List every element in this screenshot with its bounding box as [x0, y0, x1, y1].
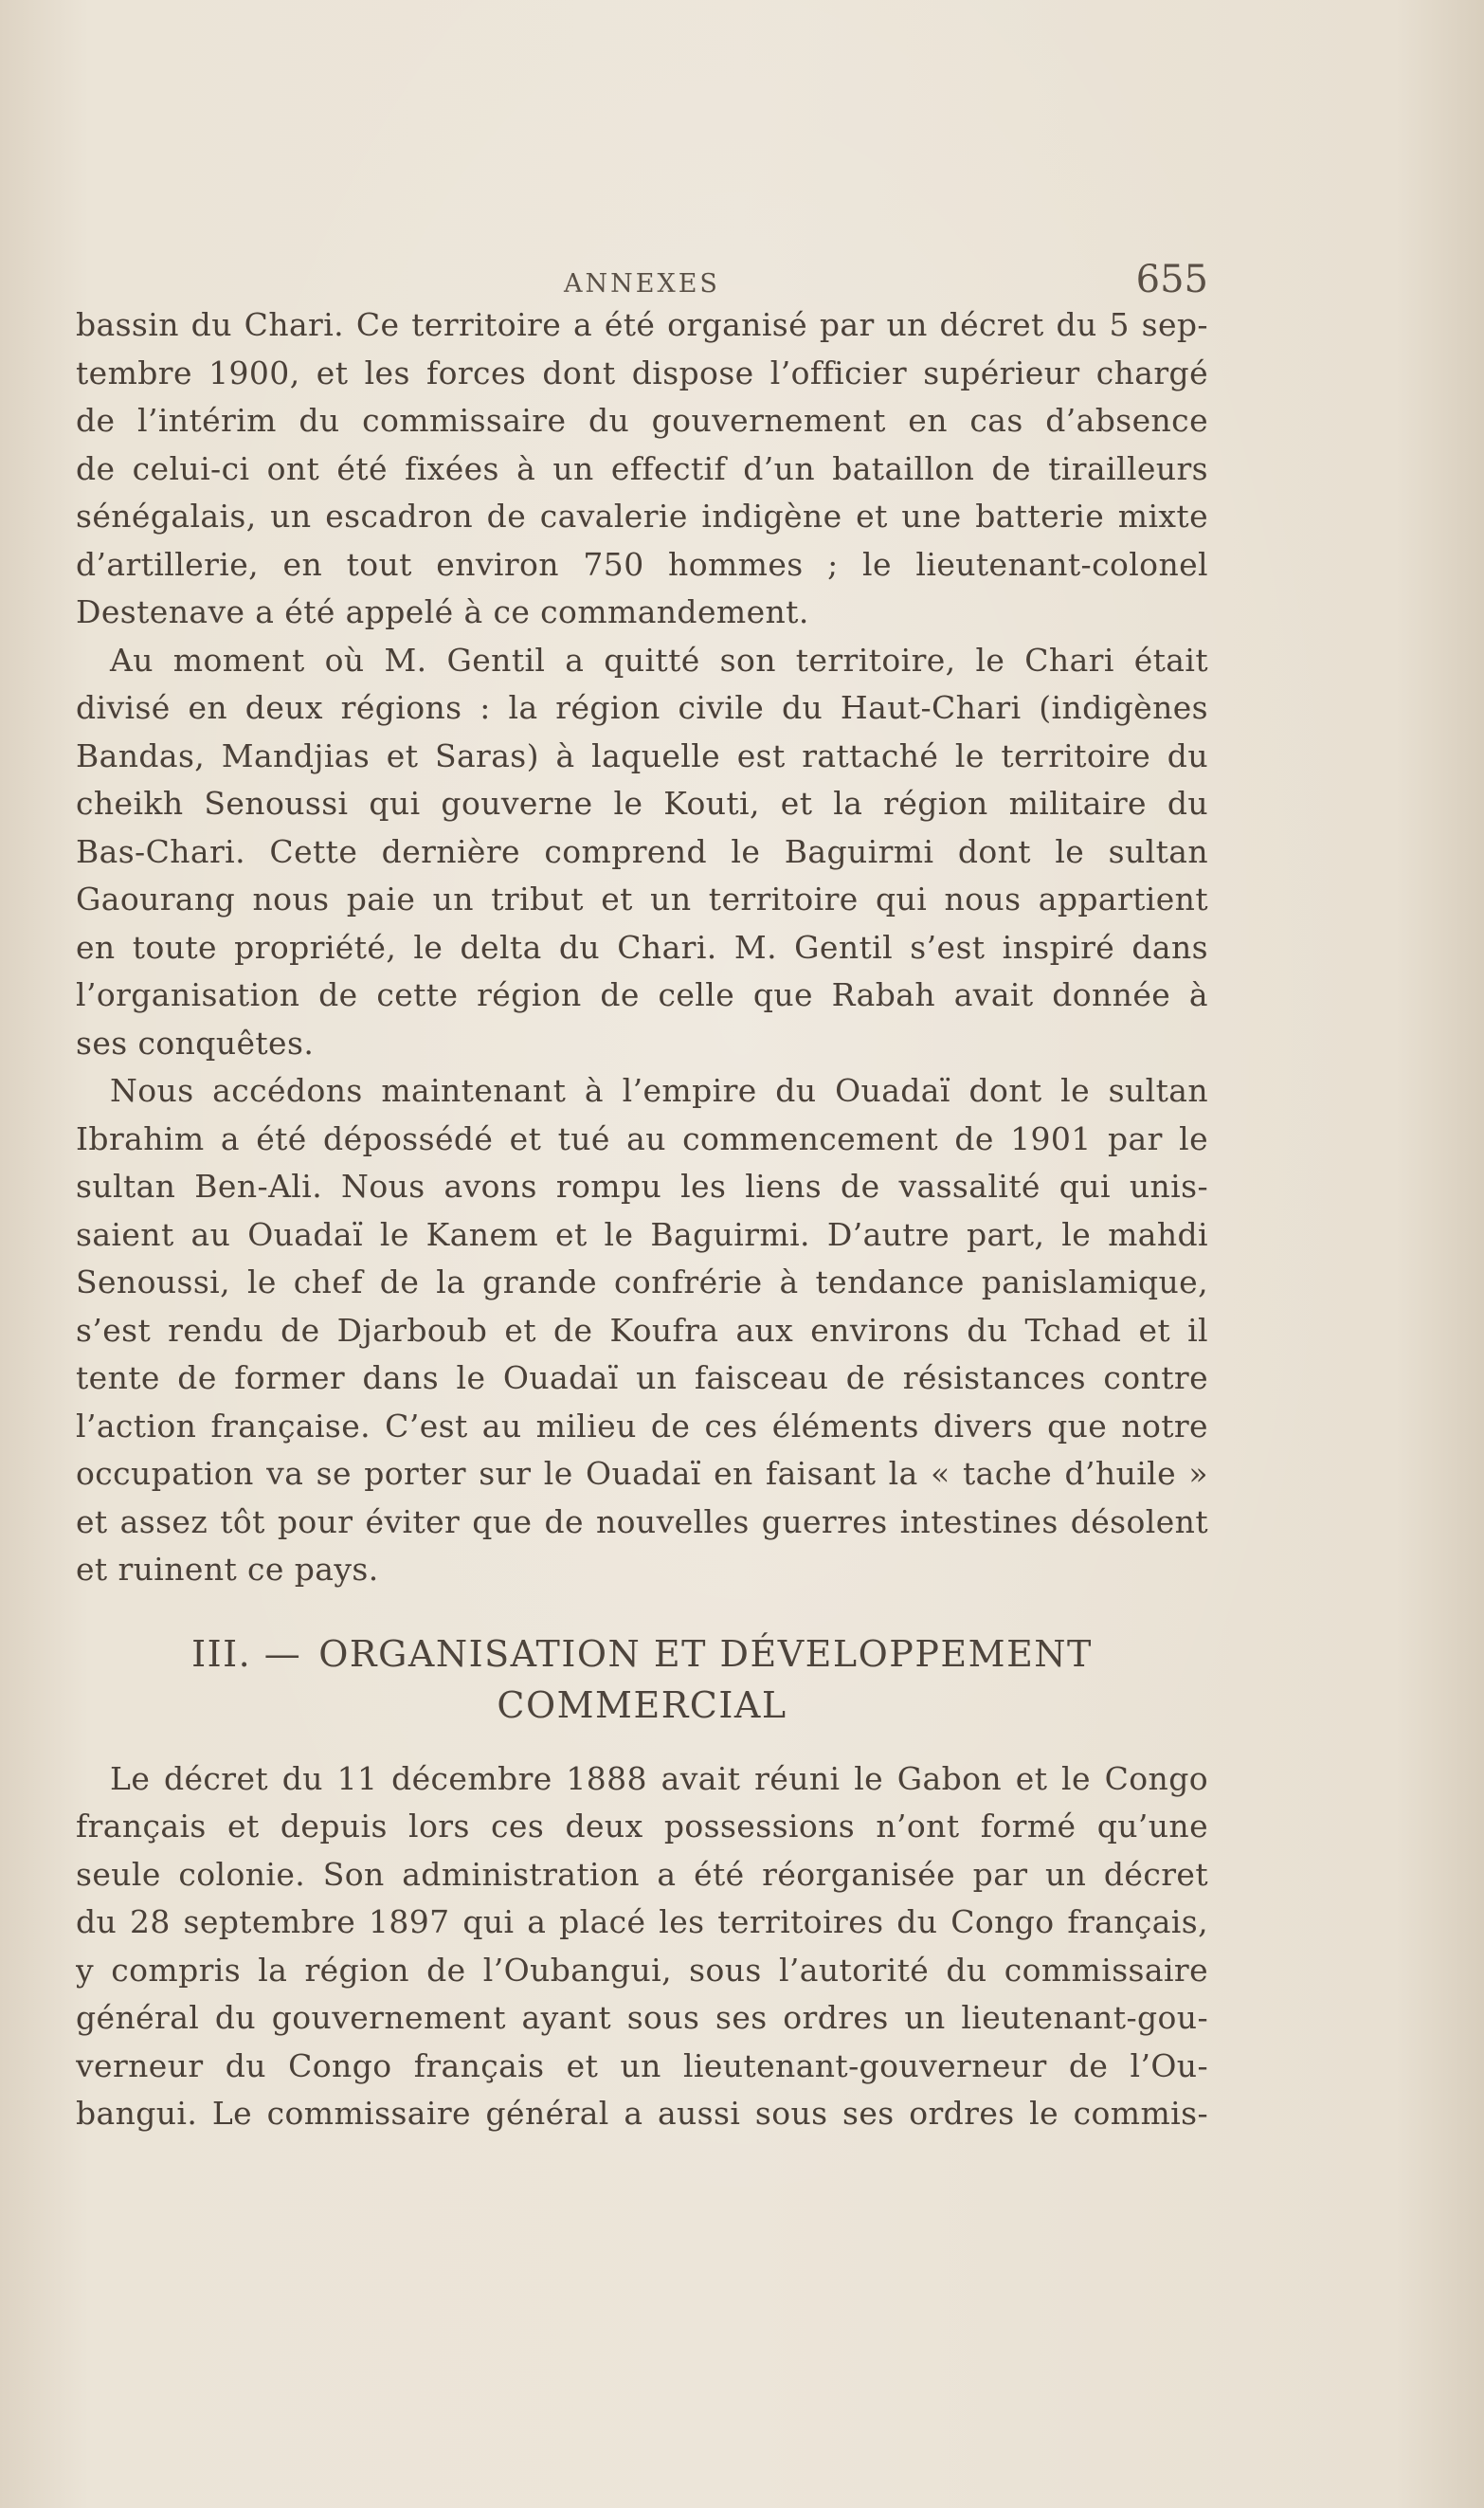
- spacer: [76, 1594, 1208, 1628]
- paragraph-2: [76, 637, 1208, 1068]
- text-line: sénégalais, un escadron de cavalerie indigène et une batterie mixte: [76, 498, 1208, 535]
- running-head: ANNEXES: [564, 269, 720, 299]
- text-line: Bandas, Mandjias et Saras) à laquelle est rattaché le territoire du: [76, 736, 1208, 774]
- text-line: Le décret du 11 décembre 1888 avait réuni le Gabon et le Congo: [110, 1759, 1208, 1797]
- text-line: et ruinent ce pays.: [76, 1551, 379, 1588]
- text-line: français et depuis lors ces deux possessions n’ont formé qu’une: [76, 1808, 1208, 1845]
- paragraph-1: [76, 301, 1208, 637]
- text-line: s’est rendu de Djarboub et de Koufra aux environs du Tchad et il: [76, 1311, 1208, 1349]
- text-line: saient au Ouadaï le Kanem et le Baguirmi. D’autre part, le mahdi: [76, 1215, 1208, 1253]
- text-line: l’action française. C’est au milieu de ces éléments divers que notre: [76, 1407, 1208, 1445]
- text-line: cheikh Senoussi qui gouverne le Kouti, et la région militaire du: [76, 785, 1208, 822]
- text-line: ses conquêtes.: [76, 1024, 315, 1062]
- paragraph-3: [76, 1067, 1208, 1594]
- body-text: [76, 301, 1208, 2138]
- text-line: sultan Ben-Ali. Nous avons rompu les liens de vassalité qui unis-: [76, 1168, 1208, 1205]
- text-line: Gaourang nous paie un tribut et un territoire qui nous appartient: [76, 881, 1208, 918]
- text-line: Ibrahim a été dépossédé et tué au commencement de 1901 par le: [76, 1119, 1208, 1157]
- paragraph-4: [76, 1755, 1208, 2138]
- spacer: [76, 1731, 1208, 1755]
- text-line: bassin du Chari. Ce territoire a été organisé par un décret du 5 sep-: [76, 306, 1208, 343]
- text-line: et assez tôt pour éviter que de nouvelles guerres intestines désolent: [76, 1502, 1208, 1540]
- page-number: 655: [1135, 258, 1208, 301]
- text-line: divisé en deux régions : la région civile du Haut-Chari (indigènes: [76, 689, 1208, 726]
- text-line: d’artillerie, en tout environ 750 hommes ; le lieutenant-colonel: [76, 545, 1208, 583]
- text-line: tembre 1900, et les forces dont dispose l’officier supérieur chargé: [76, 354, 1208, 391]
- text-line: seule colonie. Son administration a été réorganisée par un décret: [76, 1855, 1208, 1893]
- text-line: Bas-Chari. Cette dernière comprend le Baguirmi dont le sultan: [76, 832, 1208, 870]
- section-heading-line-1: [76, 1628, 1208, 1680]
- section-title-part-1: ORGANISATION ET DÉVELOPPEMENT: [318, 1632, 1093, 1675]
- text-line: verneur du Congo français et un lieutenant-gouverneur de l’Ou-: [76, 2046, 1208, 2084]
- text-line: général du gouvernement ayant sous ses ordres un lieutenant-gou-: [76, 1999, 1208, 2036]
- text-line: bangui. Le commissaire général a aussi sous ses ordres le commis-: [76, 2095, 1208, 2132]
- text-line: de celui-ci ont été fixées à un effectif d’un bataillon de tirailleurs: [76, 449, 1208, 487]
- text-line: Au moment où M. Gentil a quitté son territoire, le Chari était: [110, 641, 1208, 679]
- text-line: Nous accédons maintenant à l’empire du Ouadaï dont le sultan: [110, 1072, 1208, 1109]
- section-heading: [76, 1628, 1208, 1731]
- text-line: en toute propriété, le delta du Chari. M. Gentil s’est inspiré dans: [76, 928, 1208, 966]
- text-line: du 28 septembre 1897 qui a placé les territoires du Congo français,: [76, 1903, 1208, 1940]
- text-line: occupation va se porter sur le Ouadaï en faisant la « tache d’huile »: [76, 1455, 1208, 1492]
- section-title-part-2: COMMERCIAL: [497, 1683, 787, 1726]
- text-line: l’organisation de cette région de celle que Rabah avait donnée à: [76, 976, 1208, 1013]
- text-line: y compris la région de l’Oubangui, sous l’autorité du commissaire: [76, 1951, 1208, 1989]
- text-line: tente de former dans le Ouadaï un faisceau de résistances contre: [76, 1359, 1208, 1396]
- page-header: [76, 258, 1208, 305]
- text-line: Destenave a été appelé à ce commandement.: [76, 593, 809, 630]
- text-line: Senoussi, le chef de la grande confrérie à tendance panislamique,: [76, 1263, 1208, 1300]
- text-line: de l’intérim du commissaire du gouvernement en cas d’absence: [76, 402, 1208, 439]
- section-numeral: III. —: [191, 1632, 302, 1675]
